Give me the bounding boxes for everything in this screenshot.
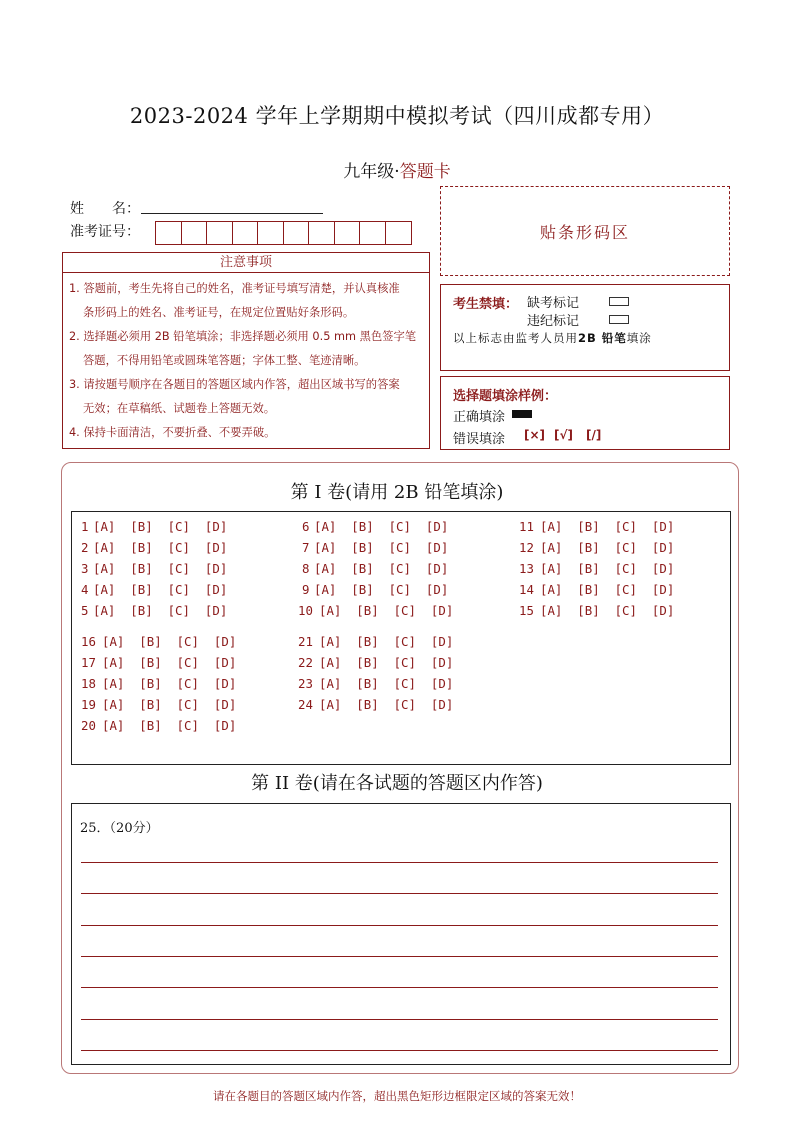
notice-line: 4. 保持卡面清洁，不要折叠、不要弄破。 [69,426,276,439]
exam-id-boxes[interactable] [155,221,412,245]
question-number: 3 [81,561,89,576]
question-number: 17 [81,655,96,670]
choice-question-24[interactable] [298,697,453,712]
question-number: 13 [519,561,534,576]
exam-id-digit-box[interactable] [233,222,259,244]
exam-id-digit-box[interactable] [386,222,412,244]
exam-id-digit-box[interactable] [309,222,335,244]
answer-options[interactable]: [A] [B] [C] [D] [93,561,228,576]
question-number: 8 [302,561,310,576]
absent-mark-box[interactable] [609,297,629,306]
invigilator-label: 考生禁填： [453,297,519,312]
question-25-answer-box [71,803,731,1065]
choice-question-13[interactable] [519,561,674,576]
question-number: 4 [81,582,89,597]
question-number: 1 [81,519,89,534]
section-2-title: 第 II 卷(请在各试题的答题区内作答) [251,773,543,794]
question-number: 20 [81,718,96,733]
choice-question-17[interactable] [81,655,236,670]
barcode-area: 贴条形码区 [440,186,730,276]
invigilator-note: 以上标志由监考人员用2B 铅笔填涂 [453,331,652,345]
sample-title: 选择题填涂样例： [453,389,558,404]
violation-mark-box[interactable] [609,315,629,324]
notice-line: 3. 请按题号顺序在各题目的答题区域内作答，超出区域书写的答案 [69,378,400,391]
exam-id-digit-box[interactable] [335,222,361,244]
question-number: 19 [81,697,96,712]
choice-question-15[interactable] [519,603,674,618]
notice-line: 1. 答题前，考生先将自己的姓名，准考证号填写清楚，并认真核准 [69,282,400,295]
choice-question-5[interactable] [81,603,227,618]
correct-fill-mark [512,410,532,418]
answer-writing-line[interactable] [81,862,718,863]
answer-options[interactable]: [A] [B] [C] [D] [540,561,675,576]
choice-question-14[interactable] [519,582,674,597]
choice-question-11[interactable] [519,519,674,534]
question-number: 15 [519,603,534,618]
question-number: 21 [298,634,313,649]
choice-question-2[interactable] [81,540,227,555]
question-number: 18 [81,676,96,691]
name-label: 姓 名： [70,201,140,217]
absent-mark-label: 缺考标记 [527,296,580,311]
exam-id-digit-box[interactable] [207,222,233,244]
answer-options[interactable]: [A] [B] [C] [D] [314,561,449,576]
question-number: 16 [81,634,96,649]
question-number: 5 [81,603,89,618]
choice-question-19[interactable] [81,697,236,712]
question-number: 14 [519,582,534,597]
violation-mark-label: 违纪标记 [527,314,580,329]
answer-options[interactable]: [A] [B] [C] [D] [319,676,454,691]
answer-options[interactable]: [A] [B] [C] [D] [540,582,675,597]
answer-writing-line[interactable] [81,1019,718,1020]
question-number: 6 [302,519,310,534]
question-number: 12 [519,540,534,555]
question-number: 22 [298,655,313,670]
wrong-fill-mark: [×] [524,428,546,442]
answer-options[interactable]: [A] [B] [C] [D] [540,603,675,618]
notice-line: 2. 选择题必须用 2B 铅笔填涂；非选择题必须用 0.5 mm 黑色签字笔 [69,330,417,343]
answer-options[interactable]: [A] [B] [C] [D] [93,603,228,618]
notice-line: 条形码上的姓名、准考证号，在规定位置贴好条形码。 [83,306,355,319]
card-subtitle [0,157,794,182]
invigilator-box [440,284,730,371]
correct-fill-label: 正确填涂 [453,410,506,425]
fill-sample-box [440,376,730,450]
answer-writing-line[interactable] [81,893,718,894]
answer-options[interactable]: [A] [B] [C] [D] [102,676,237,691]
choice-question-8[interactable] [302,561,448,576]
exam-id-digit-box[interactable] [182,222,208,244]
choice-question-18[interactable] [81,676,236,691]
choice-question-23[interactable] [298,676,453,691]
question-number: 2 [81,540,89,555]
question-number: 9 [302,582,310,597]
choice-question-16[interactable] [81,634,236,649]
choice-question-7[interactable] [302,540,448,555]
choice-question-9[interactable] [302,582,448,597]
choice-question-6[interactable] [302,519,448,534]
choice-question-20[interactable] [81,718,236,733]
answer-options[interactable]: [A] [B] [C] [D] [314,582,449,597]
name-input-line[interactable] [141,213,323,214]
answer-options[interactable]: [A] [B] [C] [D] [314,519,449,534]
answer-writing-line[interactable] [81,925,718,926]
answer-options[interactable]: [A] [B] [C] [D] [319,655,454,670]
answer-options[interactable]: [A] [B] [C] [D] [102,697,237,712]
notice-line: 无效；在草稿纸、试题卷上答题无效。 [83,402,276,415]
answer-card-label: 答题卡 [399,162,451,182]
question-number: 10 [298,603,313,618]
choice-question-21[interactable] [298,634,453,649]
question-number: 24 [298,697,313,712]
wrong-fill-mark: [√] [554,428,573,442]
answer-options[interactable]: [A] [B] [C] [D] [319,697,454,712]
answer-writing-line[interactable] [81,987,718,988]
answer-options[interactable]: [A] [B] [C] [D] [93,540,228,555]
exam-id-digit-box[interactable] [360,222,386,244]
section-1-title: 第 I 卷(请用 2B 铅笔填涂) [290,482,504,503]
question-number: 11 [519,519,534,534]
answer-options[interactable]: [A] [B] [C] [D] [102,655,237,670]
answer-options[interactable]: [A] [B] [C] [D] [102,634,237,649]
exam-id-digit-box[interactable] [156,222,182,244]
notice-title: 注意事项 [62,252,430,273]
notice-line: 答题，不得用铅笔或圆珠笔答题；字体工整、笔迹清晰。 [83,354,366,367]
wrong-fill-label: 错误填涂 [453,432,506,447]
answer-options[interactable]: [A] [B] [C] [D] [93,519,228,534]
exam-id-digit-box[interactable] [258,222,284,244]
answer-writing-line[interactable] [81,956,718,957]
question-number: 23 [298,676,313,691]
footer-warning: 请在各题目的答题区域内作答，超出黑色矩形边框限定区域的答案无效！ [213,1089,581,1103]
choice-question-3[interactable] [81,561,227,576]
wrong-fill-mark: [/] [586,428,602,442]
answer-writing-line[interactable] [81,1050,718,1051]
choice-question-4[interactable] [81,582,227,597]
notice-box [62,273,430,449]
answer-options[interactable]: [A] [B] [C] [D] [540,540,675,555]
id-label: 准考证号： [70,224,140,240]
choice-question-22[interactable] [298,655,453,670]
question-25-label: 25．（20分） [80,821,159,836]
choice-question-12[interactable] [519,540,674,555]
choice-question-1[interactable] [81,519,227,534]
answer-options[interactable]: [A] [B] [C] [D] [93,582,228,597]
grade-label: 九年级· [343,162,400,182]
answer-options[interactable]: [A] [B] [C] [D] [540,519,675,534]
page-title: 2023-2024 学年上学期期中模拟考试（四川成都专用） [129,104,665,128]
answer-options[interactable]: [A] [B] [C] [D] [319,634,454,649]
exam-id-digit-box[interactable] [284,222,310,244]
choice-question-10[interactable] [298,603,453,618]
question-number: 7 [302,540,310,555]
answer-options[interactable]: [A] [B] [C] [D] [314,540,449,555]
answer-options[interactable]: [A] [B] [C] [D] [102,718,237,733]
answer-options[interactable]: [A] [B] [C] [D] [319,603,454,618]
